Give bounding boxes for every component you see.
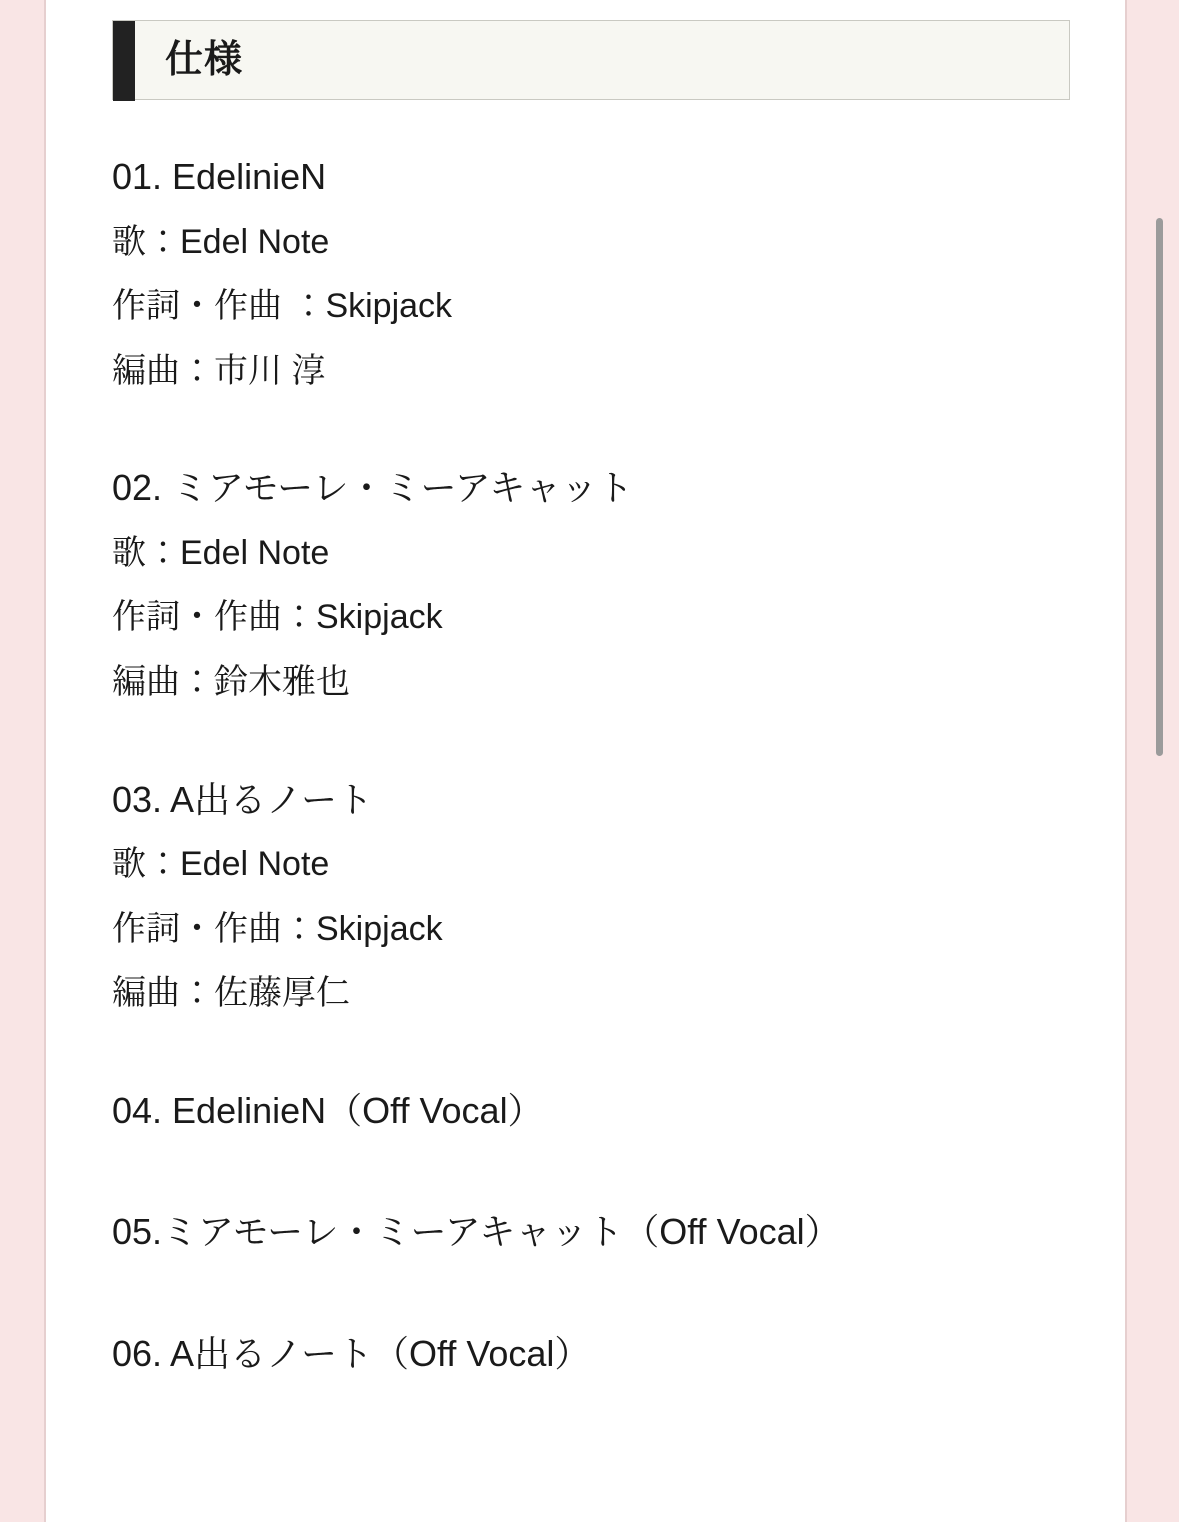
scrollbar[interactable] [1163, 0, 1171, 1522]
track-credit-arrangement: 編曲：市川 淳 [112, 351, 326, 390]
track-item [112, 767, 1072, 1026]
track-item [112, 455, 1072, 714]
track-title: 05.ミアモーレ・ミーアキャット（Off Vocal） [112, 1211, 841, 1253]
track-credit-lyrics-music: 作詞・作曲 ：Skipjack [112, 287, 453, 326]
track-credit-arrangement: 編曲：鈴木雅也 [112, 663, 350, 701]
track-title: 06. A出るノート（Off Vocal） [112, 1332, 591, 1374]
section-heading-label: 仕様 [165, 39, 244, 81]
track-credit-vocal: 歌：Edel Note [112, 845, 330, 884]
track-item [112, 1321, 1072, 1387]
track-credit-vocal: 歌：Edel Note [112, 222, 330, 261]
track-item [112, 1078, 1072, 1144]
track-title: 02. ミアモーレ・ミーアキャット [112, 467, 634, 509]
track-credit-lyrics-music: 作詞・作曲：Skipjack [112, 909, 443, 948]
track-title: 01. EdelinieN [112, 156, 327, 197]
track-credit-lyrics-music: 作詞・作曲：Skipjack [112, 598, 443, 637]
section-heading [112, 20, 1070, 100]
track-credit-arrangement: 編曲：佐藤厚仁 [112, 974, 350, 1013]
track-item [112, 1199, 1072, 1265]
track-credit-vocal: 歌：Edel Note [112, 533, 330, 572]
sheet-right-border [1125, 0, 1127, 1522]
sheet-left-border [44, 0, 46, 1522]
scrollbar-thumb[interactable] [1156, 218, 1163, 756]
track-item [112, 144, 1072, 403]
article-content [112, 0, 1072, 1522]
track-title: 03. A出るノート [112, 778, 373, 820]
track-title: 04. EdelinieN（Off Vocal） [112, 1089, 544, 1131]
track-list [112, 144, 1072, 1386]
heading-accent-bar [113, 21, 135, 101]
